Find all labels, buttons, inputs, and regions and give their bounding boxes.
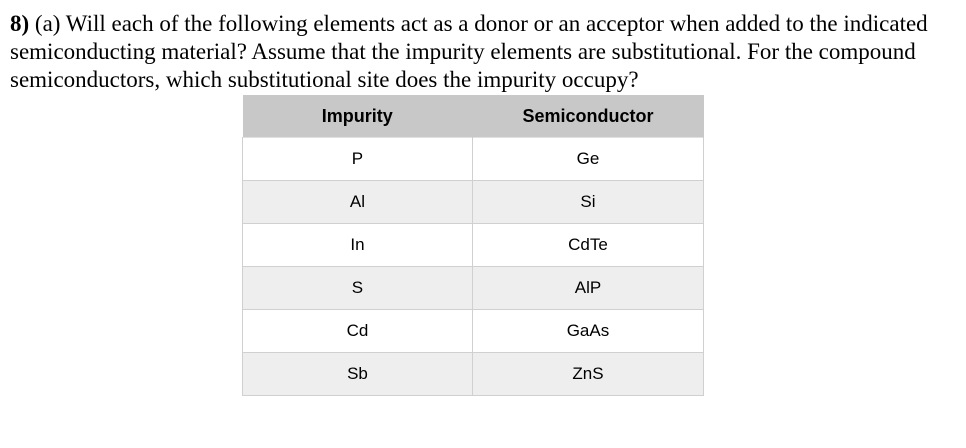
impurity-cell: Al bbox=[243, 181, 473, 224]
header-impurity: Impurity bbox=[243, 95, 473, 138]
table-row bbox=[243, 224, 704, 267]
question-number: 8) bbox=[10, 11, 30, 36]
impurity-cell: S bbox=[243, 267, 473, 310]
impurity-cell: Sb bbox=[243, 353, 473, 396]
table-row bbox=[243, 181, 704, 224]
semiconductor-cell: Ge bbox=[472, 138, 703, 181]
question-text-block bbox=[10, 10, 954, 94]
impurity-cell: In bbox=[243, 224, 473, 267]
semiconductor-cell: AlP bbox=[472, 267, 703, 310]
semiconductor-cell: Si bbox=[472, 181, 703, 224]
table-row bbox=[243, 310, 704, 353]
table-row bbox=[243, 353, 704, 396]
table-row bbox=[243, 138, 704, 181]
semiconductor-cell: ZnS bbox=[472, 353, 703, 396]
question-body: (a) Will each of the following elements act as a donor or an acceptor when added to the indicated semiconducting material? Assume that the impurity elements are substitutional. For the compound semiconductors, which substitutional site does the impurity occupy? bbox=[10, 11, 928, 92]
table-row bbox=[243, 267, 704, 310]
impurity-semiconductor-table bbox=[242, 95, 704, 396]
impurity-cell: Cd bbox=[243, 310, 473, 353]
impurity-cell: P bbox=[243, 138, 473, 181]
semiconductor-cell: CdTe bbox=[472, 224, 703, 267]
header-semiconductor: Semiconductor bbox=[472, 95, 703, 138]
semiconductor-cell: GaAs bbox=[472, 310, 703, 353]
table-header-row bbox=[243, 95, 704, 138]
